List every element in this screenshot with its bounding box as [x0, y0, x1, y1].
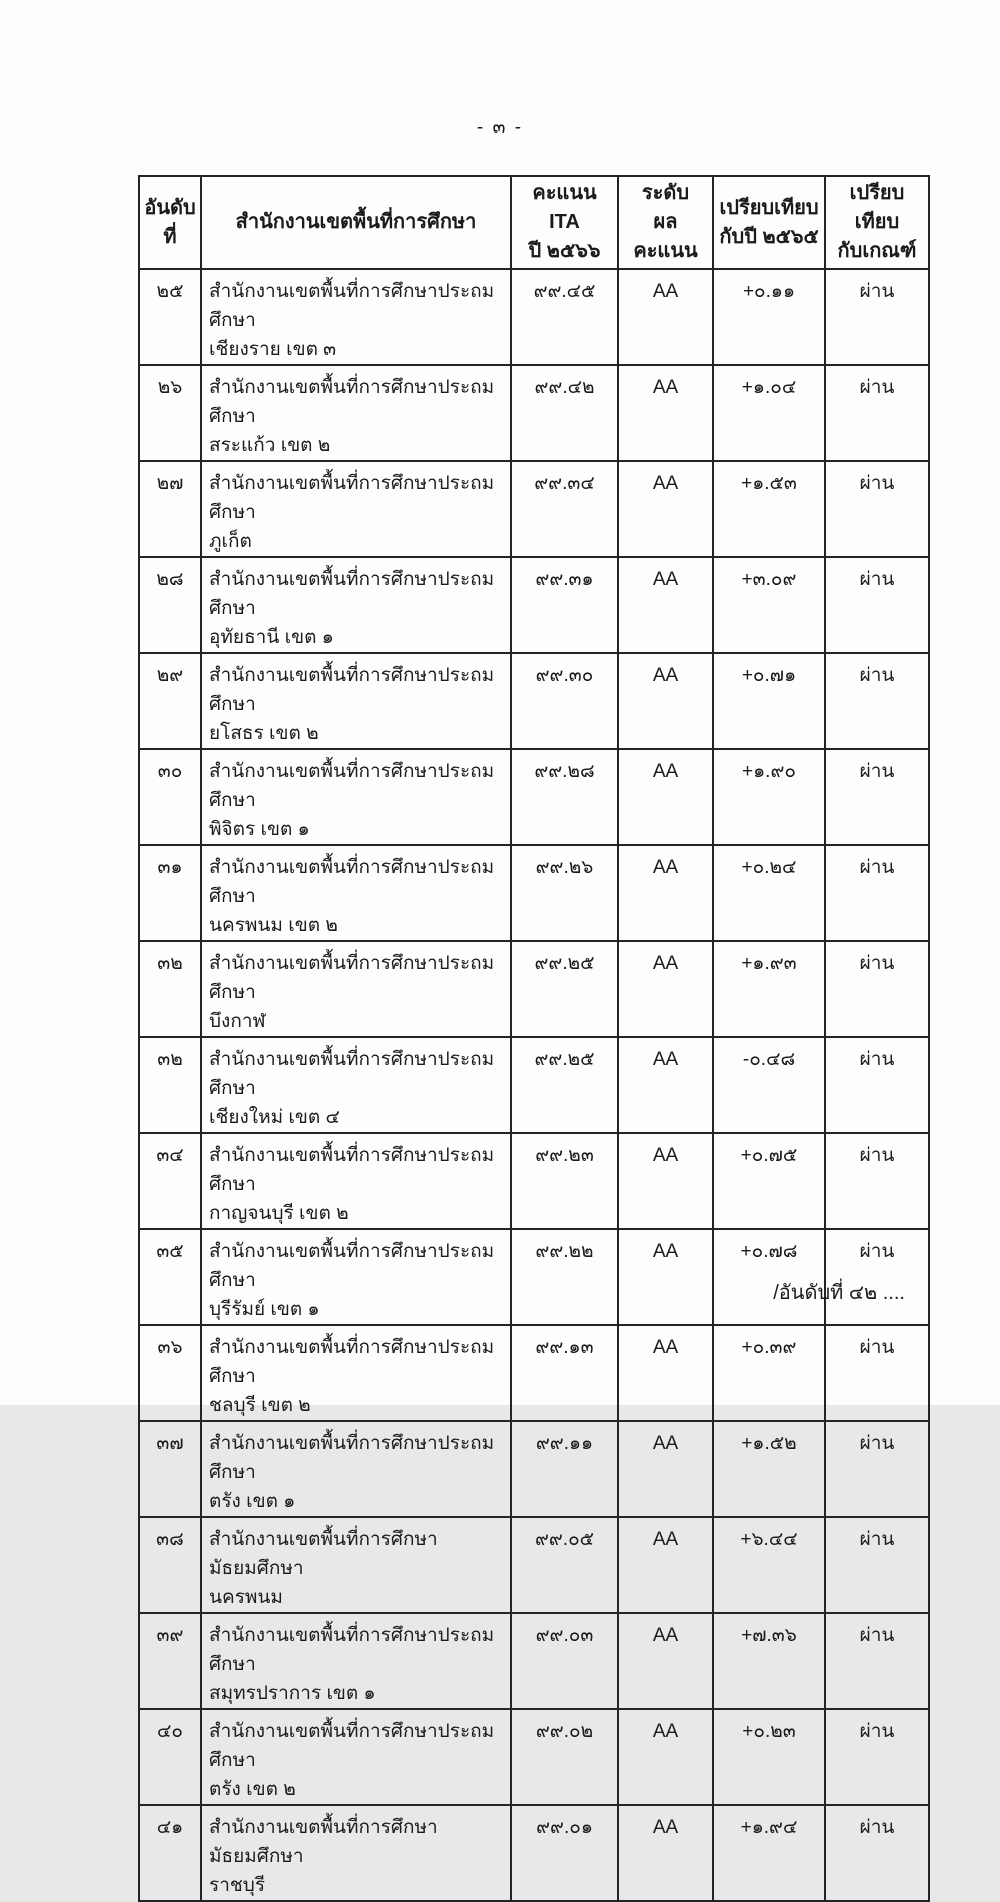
level-cell: AA	[618, 365, 713, 461]
rank-cell: ๓๕	[139, 1229, 201, 1325]
header-rank	[139, 176, 201, 269]
office-name-line1: สำนักงานเขตพื้นที่การศึกษาประถมศึกษา	[209, 857, 495, 907]
compare-criteria-cell: ผ่าน	[825, 557, 929, 653]
rank-cell: ๓๐	[139, 749, 201, 845]
score-cell: ๙๙.๑๑	[511, 1421, 618, 1517]
compare-year-cell: +๓.๐๙	[713, 557, 825, 653]
office-name-line2: ยโสธร เขต ๒	[209, 723, 319, 744]
compare-criteria-cell: ผ่าน	[825, 461, 929, 557]
compare-year-cell: +๐.๓๙	[713, 1325, 825, 1421]
header-compare-year-line1: เปรียบเทียบ	[719, 196, 819, 219]
header-compare-criteria-line1: เปรียบเทียบ	[849, 182, 905, 233]
level-cell: AA	[618, 1037, 713, 1133]
table-header-row	[139, 176, 929, 269]
table-header	[139, 176, 929, 269]
office-name-line2: สมุทรปราการ เขต ๑	[209, 1683, 376, 1704]
score-cell: ๙๙.๒๖	[511, 845, 618, 941]
header-compare-year	[713, 176, 825, 269]
rank-cell: ๔๑	[139, 1805, 201, 1901]
header-score-line2: ปี ๒๕๖๖	[528, 240, 601, 262]
compare-year-cell: +๐.๗๑	[713, 653, 825, 749]
compare-criteria-cell: ผ่าน	[825, 365, 929, 461]
level-cell: AA	[618, 1613, 713, 1709]
header-score	[511, 176, 618, 269]
rank-cell: ๓๗	[139, 1421, 201, 1517]
office-name-line2: อุทัยธานี เขต ๑	[209, 627, 334, 648]
office-cell	[201, 1421, 511, 1517]
header-level	[618, 176, 713, 269]
header-compare-year-line2: กับปี ๒๕๖๕	[719, 225, 819, 248]
rank-cell: ๓๔	[139, 1133, 201, 1229]
office-cell	[201, 845, 511, 941]
rank-cell: ๔๐	[139, 1709, 201, 1805]
office-cell	[201, 269, 511, 365]
score-cell: ๙๙.๒๘	[511, 749, 618, 845]
compare-criteria-cell: ผ่าน	[825, 1037, 929, 1133]
table-row	[139, 365, 929, 461]
compare-criteria-cell: ผ่าน	[825, 653, 929, 749]
compare-year-cell: +๐.๒๓	[713, 1709, 825, 1805]
office-name-line2: กาญจนบุรี เขต ๒	[209, 1203, 349, 1224]
office-cell	[201, 1517, 511, 1613]
score-cell: ๙๙.๔๒	[511, 365, 618, 461]
header-level-line2: ผลคะแนน	[633, 211, 698, 262]
compare-year-cell: +๐.๗๕	[713, 1133, 825, 1229]
page-number: - ๓ -	[476, 117, 524, 138]
table-row	[139, 1421, 929, 1517]
score-cell: ๙๙.๐๒	[511, 1709, 618, 1805]
compare-year-cell: +๑.๐๔	[713, 365, 825, 461]
compare-year-cell: +๖.๔๔	[713, 1517, 825, 1613]
rank-cell: ๓๒	[139, 1037, 201, 1133]
office-name-line2: พิจิตร เขต ๑	[209, 819, 310, 840]
rank-cell: ๓๒	[139, 941, 201, 1037]
office-name-line2: สระแก้ว เขต ๒	[209, 435, 331, 456]
score-cell: ๙๙.๒๓	[511, 1133, 618, 1229]
office-name-line1: สำนักงานเขตพื้นที่การศึกษาประถมศึกษา	[209, 473, 495, 523]
level-cell: AA	[618, 653, 713, 749]
compare-criteria-cell: ผ่าน	[825, 269, 929, 365]
office-cell	[201, 461, 511, 557]
compare-criteria-cell: ผ่าน	[825, 1709, 929, 1805]
compare-criteria-cell: ผ่าน	[825, 1421, 929, 1517]
compare-year-cell: +๐.๗๘	[713, 1229, 825, 1325]
compare-criteria-cell: ผ่าน	[825, 1517, 929, 1613]
table-row	[139, 1517, 929, 1613]
level-cell: AA	[618, 1805, 713, 1901]
header-office	[201, 176, 511, 269]
table-body	[139, 269, 929, 1901]
office-cell	[201, 1805, 511, 1901]
office-cell	[201, 749, 511, 845]
compare-year-cell: +๑.๙๓	[713, 941, 825, 1037]
office-name-line2: ภูเก็ต	[209, 531, 252, 552]
table-row	[139, 1613, 929, 1709]
compare-year-cell: +๐.๑๑	[713, 269, 825, 365]
office-name-line1: สำนักงานเขตพื้นที่การศึกษาประถมศึกษา	[209, 1433, 495, 1483]
rank-cell: ๒๗	[139, 461, 201, 557]
level-cell: AA	[618, 845, 713, 941]
compare-criteria-cell: ผ่าน	[825, 1805, 929, 1901]
score-cell: ๙๙.๓๐	[511, 653, 618, 749]
score-cell: ๙๙.๓๑	[511, 557, 618, 653]
office-name-line2: บุรีรัมย์ เขต ๑	[209, 1299, 320, 1320]
rank-cell: ๓๑	[139, 845, 201, 941]
office-cell	[201, 557, 511, 653]
office-name-line1: สำนักงานเขตพื้นที่การศึกษาประถมศึกษา	[209, 1721, 495, 1771]
compare-criteria-cell: ผ่าน	[825, 941, 929, 1037]
office-cell	[201, 1613, 511, 1709]
level-cell: AA	[618, 1325, 713, 1421]
office-name-line2: เชียงราย เขต ๓	[209, 339, 337, 360]
level-cell: AA	[618, 941, 713, 1037]
rank-cell: ๒๕	[139, 269, 201, 365]
rank-cell: ๒๙	[139, 653, 201, 749]
compare-year-cell: +๐.๒๔	[713, 845, 825, 941]
compare-year-cell: +๑.๙๔	[713, 1805, 825, 1901]
compare-criteria-cell: ผ่าน	[825, 1133, 929, 1229]
compare-year-cell: +๑.๕๒	[713, 1421, 825, 1517]
compare-criteria-cell: ผ่าน	[825, 1613, 929, 1709]
header-score-line1: คะแนน ITA	[532, 182, 597, 233]
table-row	[139, 1037, 929, 1133]
score-cell: ๙๙.๐๓	[511, 1613, 618, 1709]
rank-cell: ๓๘	[139, 1517, 201, 1613]
score-cell: ๙๙.๐๕	[511, 1517, 618, 1613]
score-cell: ๙๙.๒๕	[511, 1037, 618, 1133]
office-name-line1: สำนักงานเขตพื้นที่การศึกษาประถมศึกษา	[209, 1337, 495, 1387]
office-cell	[201, 1037, 511, 1133]
level-cell: AA	[618, 1517, 713, 1613]
office-name-line2: ราชบุรี	[209, 1875, 266, 1896]
rank-cell: ๒๘	[139, 557, 201, 653]
office-name-line1: สำนักงานเขตพื้นที่การศึกษาประถมศึกษา	[209, 281, 495, 331]
compare-criteria-cell: ผ่าน	[825, 845, 929, 941]
compare-year-cell: +๗.๓๖	[713, 1613, 825, 1709]
office-name-line2: นครพนม	[209, 1587, 283, 1608]
table-row	[139, 941, 929, 1037]
table-row	[139, 845, 929, 941]
compare-year-cell: +๑.๕๓	[713, 461, 825, 557]
office-cell	[201, 653, 511, 749]
office-name-line1: สำนักงานเขตพื้นที่การศึกษาประถมศึกษา	[209, 377, 495, 427]
level-cell: AA	[618, 461, 713, 557]
compare-criteria-cell: ผ่าน	[825, 1325, 929, 1421]
office-name-line2: บึงกาฬ	[209, 1011, 266, 1032]
score-cell: ๙๙.๒๕	[511, 941, 618, 1037]
table-row	[139, 557, 929, 653]
office-cell	[201, 1133, 511, 1229]
level-cell: AA	[618, 1229, 713, 1325]
office-cell	[201, 1709, 511, 1805]
header-rank-label: อันดับที่	[144, 196, 196, 248]
table-row	[139, 269, 929, 365]
ita-ranking-table	[138, 175, 930, 1902]
level-cell: AA	[618, 749, 713, 845]
table-row	[139, 1325, 929, 1421]
table-row	[139, 1133, 929, 1229]
continuation-note: /อันดับที่ ๔๒ ....	[773, 1282, 905, 1304]
rank-cell: ๒๖	[139, 365, 201, 461]
rank-cell: ๓๙	[139, 1613, 201, 1709]
score-cell: ๙๙.๓๔	[511, 461, 618, 557]
office-name-line1: สำนักงานเขตพื้นที่การศึกษาประถมศึกษา	[209, 1049, 495, 1099]
office-name-line2: เชียงใหม่ เขต ๔	[209, 1107, 340, 1128]
office-cell	[201, 365, 511, 461]
office-name-line1: สำนักงานเขตพื้นที่การศึกษาประถมศึกษา	[209, 953, 495, 1003]
compare-criteria-cell: ผ่าน	[825, 1229, 929, 1325]
table-row	[139, 461, 929, 557]
score-cell: ๙๙.๒๒	[511, 1229, 618, 1325]
office-name-line1: สำนักงานเขตพื้นที่การศึกษาประถมศึกษา	[209, 1145, 495, 1195]
header-compare-criteria-line2: กับเกณฑ์	[837, 240, 917, 262]
score-cell: ๙๙.๐๑	[511, 1805, 618, 1901]
office-name-line2: นครพนม เขต ๒	[209, 915, 338, 936]
office-name-line1: สำนักงานเขตพื้นที่การศึกษามัธยมศึกษา	[209, 1529, 438, 1579]
rank-cell: ๓๖	[139, 1325, 201, 1421]
office-name-line1: สำนักงานเขตพื้นที่การศึกษามัธยมศึกษา	[209, 1817, 438, 1867]
level-cell: AA	[618, 557, 713, 653]
level-cell: AA	[618, 1133, 713, 1229]
header-compare-criteria	[825, 176, 929, 269]
level-cell: AA	[618, 1709, 713, 1805]
office-cell	[201, 1325, 511, 1421]
level-cell: AA	[618, 1421, 713, 1517]
compare-criteria-cell: ผ่าน	[825, 749, 929, 845]
office-name-line1: สำนักงานเขตพื้นที่การศึกษาประถมศึกษา	[209, 761, 495, 811]
office-name-line1: สำนักงานเขตพื้นที่การศึกษาประถมศึกษา	[209, 1625, 495, 1675]
office-name-line1: สำนักงานเขตพื้นที่การศึกษาประถมศึกษา	[209, 569, 495, 619]
level-cell: AA	[618, 269, 713, 365]
table-row	[139, 749, 929, 845]
table-row	[139, 1709, 929, 1805]
office-name-line2: ตรัง เขต ๑	[209, 1491, 296, 1512]
compare-year-cell: -๐.๔๘	[713, 1037, 825, 1133]
table-row	[139, 1805, 929, 1901]
office-name-line1: สำนักงานเขตพื้นที่การศึกษาประถมศึกษา	[209, 665, 495, 715]
header-office-label: สำนักงานเขตพื้นที่การศึกษา	[235, 211, 477, 233]
office-cell	[201, 941, 511, 1037]
score-cell: ๙๙.๔๕	[511, 269, 618, 365]
table-row	[139, 653, 929, 749]
score-cell: ๙๙.๑๓	[511, 1325, 618, 1421]
compare-year-cell: +๑.๙๐	[713, 749, 825, 845]
header-level-line1: ระดับ	[641, 182, 690, 204]
office-name-line1: สำนักงานเขตพื้นที่การศึกษาประถมศึกษา	[209, 1241, 495, 1291]
office-name-line2: ชลบุรี เขต ๒	[209, 1395, 311, 1416]
office-name-line2: ตรัง เขต ๒	[209, 1779, 296, 1800]
